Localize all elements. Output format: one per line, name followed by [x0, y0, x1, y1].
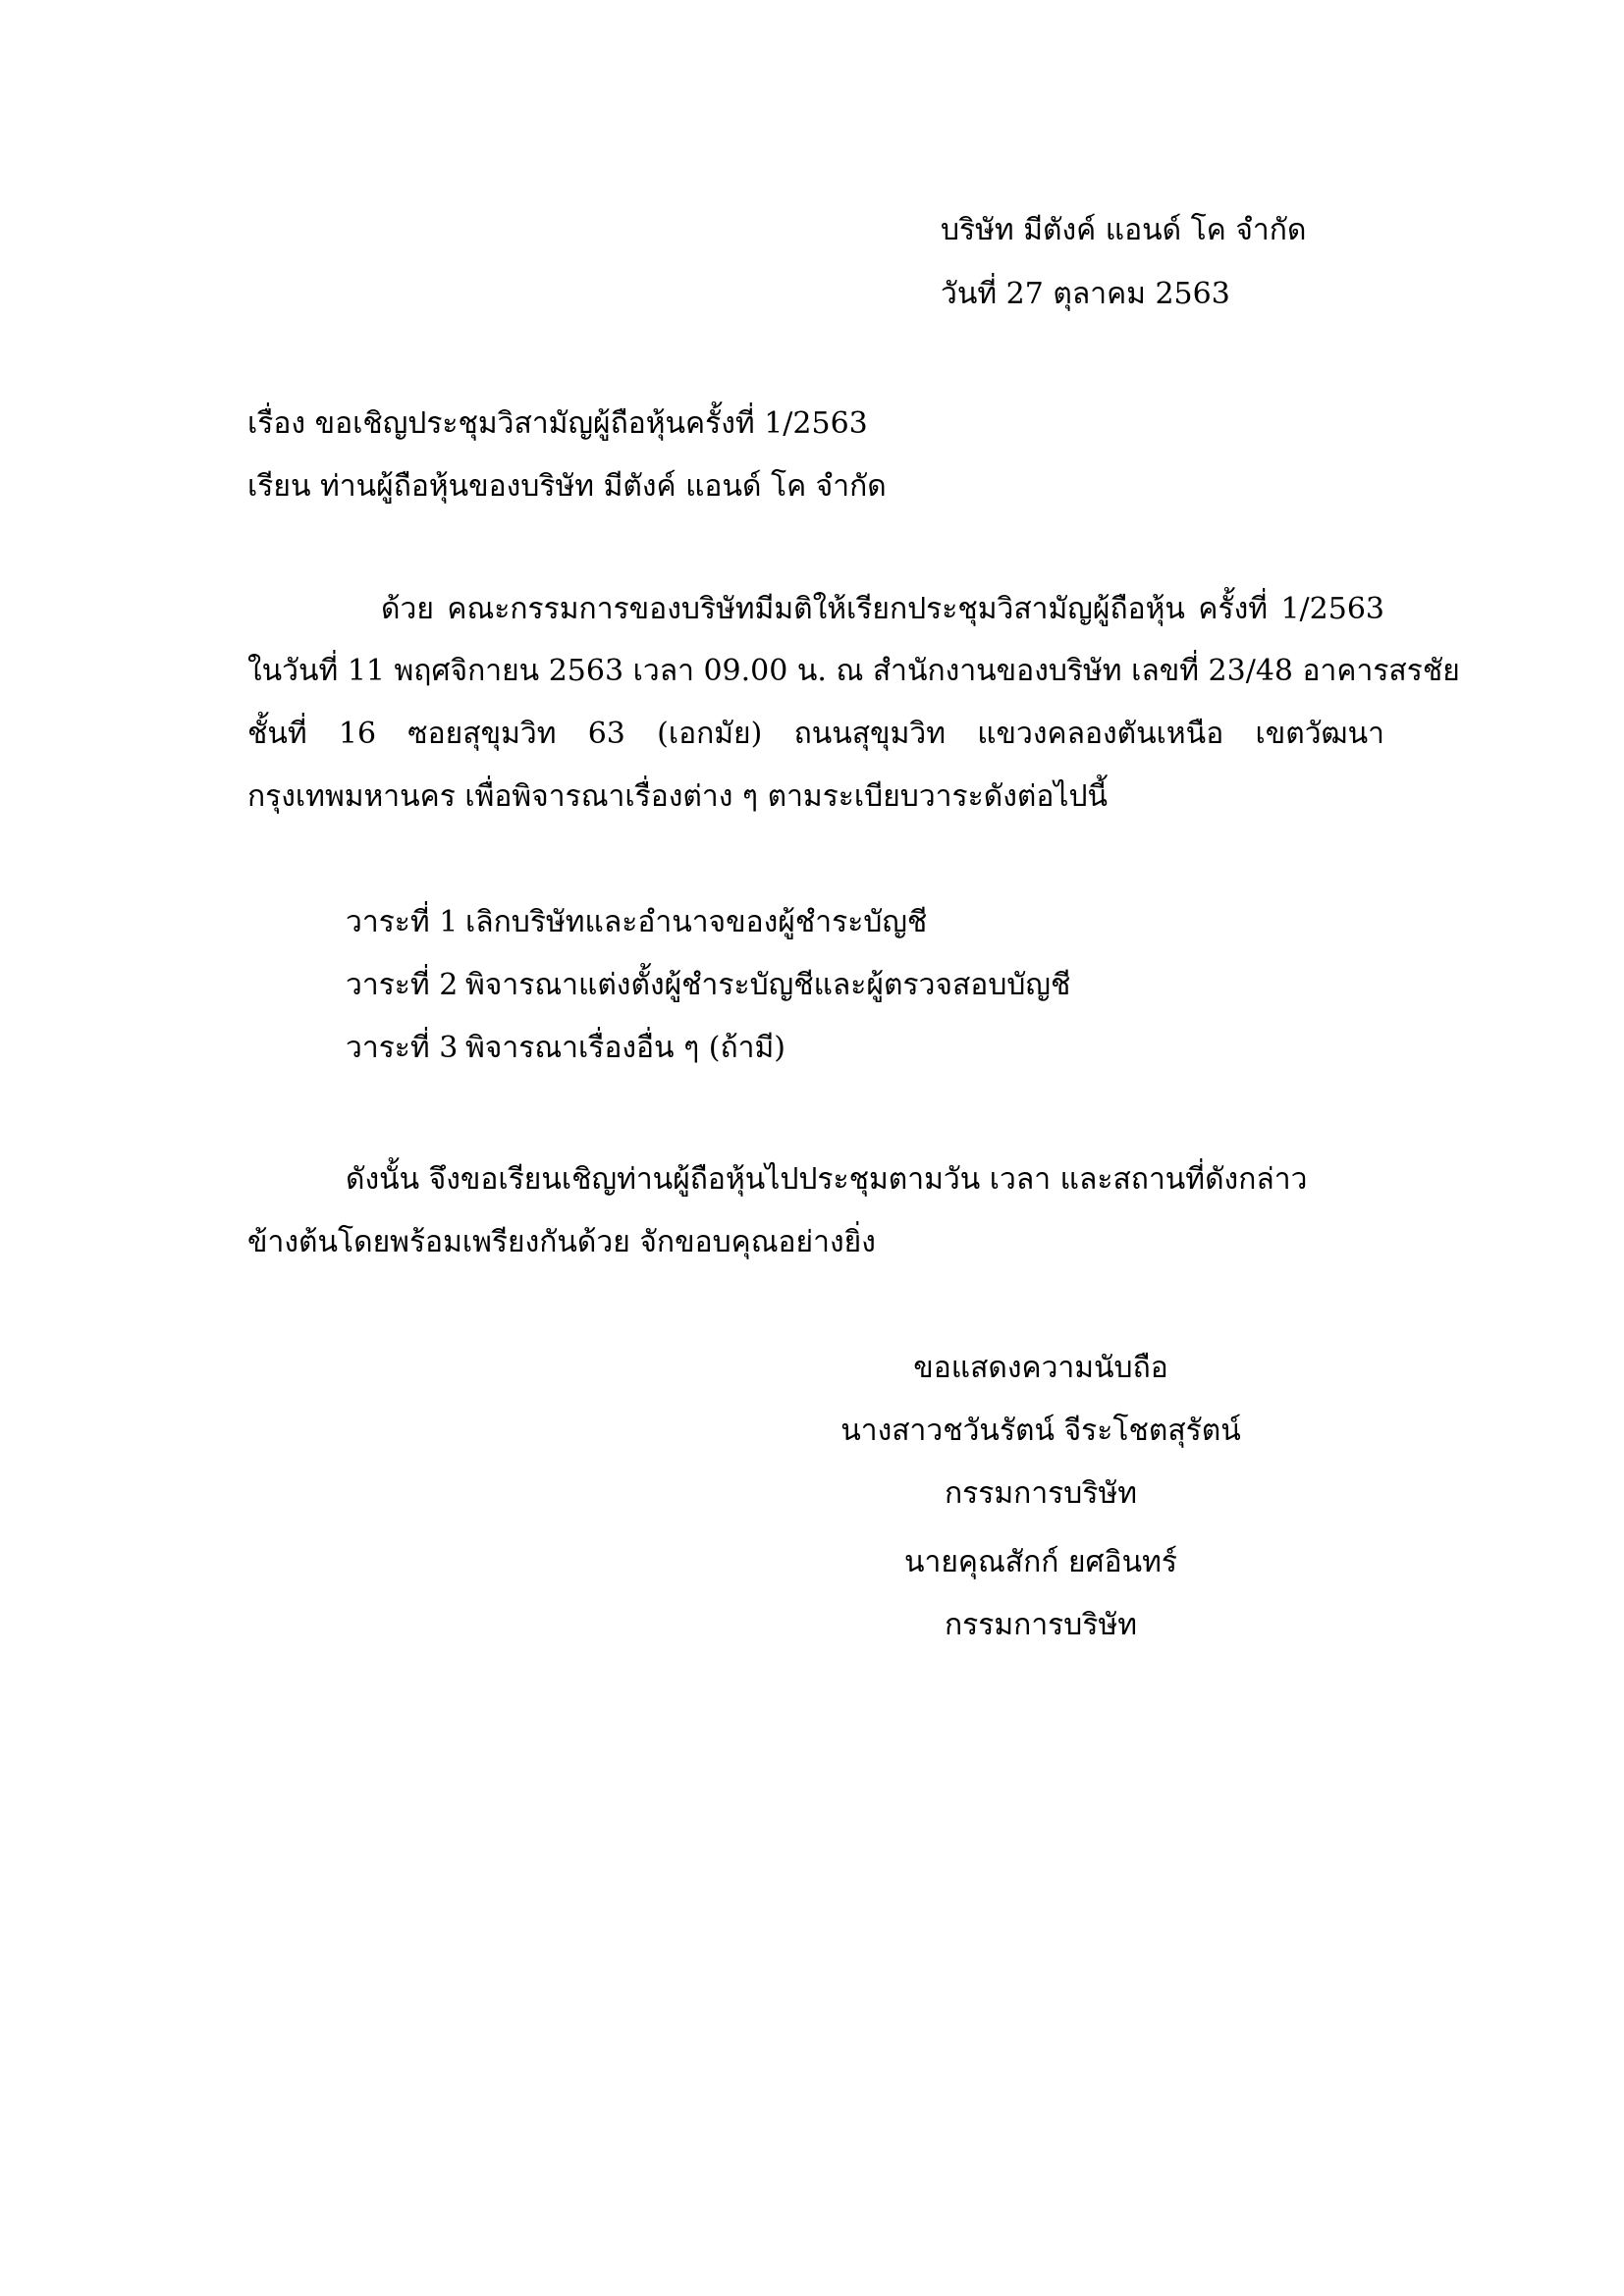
company-name: บริษัท มีตังค์ แอนด์ โค จำกัด	[941, 213, 1307, 247]
letter-subject: เรื่อง ขอเชิญประชุมวิสามัญผู้ถือหุ้นครั้งที่ 1/2563	[247, 406, 868, 441]
signer1-name: นางสาวชวันรัตน์ จีระโชตสุรัตน์	[840, 1414, 1241, 1448]
agenda-item	[346, 901, 927, 944]
paragraph1-line3: ชั้นที่ 16 ซอยสุขุมวิท 63 (เอกมัย) ถนนสุขุมวิท แขวงคลองตันเหนือ เขตวัฒนา	[247, 717, 1384, 751]
signer2-name: นายคุณสักก์ ยศอินทร์	[903, 1545, 1178, 1579]
paragraph1-line1: ด้วย คณะกรรมการของบริษัทมีมติให้เรียกประชุมวิสามัญผู้ถือหุ้น ครั้งที่ 1/2563	[381, 592, 1384, 626]
agenda-text: เลิกบริษัทและอำนาจของผู้ชำระบัญชี	[465, 905, 928, 939]
paragraph1-line2: ในวันที่ 11 พฤศจิกายน 2563 เวลา 09.00 น. ณ สำนักงานของบริษัท เลขที่ 23/48 อาคารสรชัย	[247, 654, 1460, 688]
paragraph1-line4: กรุงเทพมหานคร เพื่อพิจารณาเรื่องต่าง ๆ ตามระเบียบวาระดังต่อไปนี้	[247, 779, 1109, 814]
signer1-title: กรรมการบริษัท	[945, 1476, 1137, 1511]
signer2-title: กรรมการบริษัท	[945, 1608, 1137, 1642]
closing-salutation: ขอแสดงความนับถือ	[913, 1351, 1168, 1385]
paragraph2-line2: ข้างต้นโดยพร้อมเพรียงกันด้วย จักขอบคุณอย่างยิ่ง	[247, 1225, 876, 1259]
agenda-number: วาระที่ 2	[346, 968, 459, 1002]
agenda-text: พิจารณาเรื่องอื่น ๆ (ถ้ามี)	[465, 1031, 785, 1065]
agenda-item	[346, 1027, 785, 1070]
paragraph2-line1: ดังนั้น จึงขอเรียนเชิญท่านผู้ถือหุ้นไปประชุมตามวัน เวลา และสถานที่ดังกล่าว	[346, 1162, 1308, 1197]
agenda-item	[346, 964, 1070, 1007]
letter-date: วันที่ 27 ตุลาคม 2563	[941, 277, 1230, 311]
agenda-number: วาระที่ 1	[346, 905, 459, 939]
agenda-number: วาระที่ 3	[346, 1031, 459, 1065]
agenda-text: พิจารณาแต่งตั้งผู้ชำระบัญชีและผู้ตรวจสอบบัญชี	[465, 968, 1071, 1002]
letter-addressee: เรียน ท่านผู้ถือหุ้นของบริษัท มีตังค์ แอนด์ โค จำกัด	[247, 469, 887, 504]
